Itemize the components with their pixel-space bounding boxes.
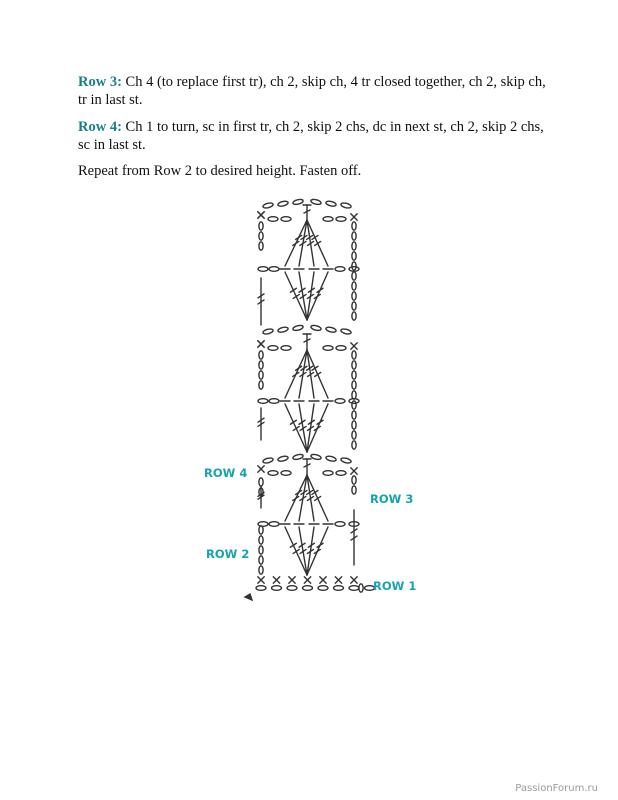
chain-stitch bbox=[292, 199, 303, 206]
chain-stitch bbox=[352, 441, 356, 449]
row-label-row3: ROW 3 bbox=[370, 492, 414, 506]
instruction-text: Ch 1 to turn, sc in first tr, ch 2, skip 2 chs, dc in next st, ch 2, skip 2 chs, sc in last st. bbox=[78, 119, 544, 153]
chain-stitch bbox=[352, 391, 356, 399]
chain-stitch bbox=[259, 232, 263, 240]
chain-stitch bbox=[336, 217, 346, 222]
chain-stitch bbox=[269, 267, 279, 272]
chain-stitch bbox=[352, 351, 356, 359]
chain-stitch bbox=[359, 584, 363, 592]
chain-stitch bbox=[262, 328, 273, 335]
chain-stitch bbox=[281, 471, 291, 476]
chain-stitch bbox=[269, 522, 279, 527]
chain-stitch bbox=[259, 351, 263, 359]
chain-stitch bbox=[352, 411, 356, 419]
chain-stitch bbox=[258, 399, 268, 404]
instruction-row-3 bbox=[78, 73, 558, 109]
chain-stitch bbox=[352, 421, 356, 429]
chain-stitch bbox=[340, 202, 351, 209]
chain-stitch bbox=[269, 399, 279, 404]
chain-stitch bbox=[277, 455, 288, 462]
chain-stitch bbox=[262, 202, 273, 209]
row-label-row4: ROW 4 bbox=[204, 466, 248, 480]
row-label-row2: ROW 2 bbox=[206, 547, 250, 561]
chain-stitch bbox=[336, 471, 346, 476]
chain-stitch bbox=[292, 454, 303, 461]
instruction-text: Repeat from Row 2 to desired height. Fasten off. bbox=[78, 163, 362, 179]
chain-stitch bbox=[303, 586, 313, 591]
chain-stitch bbox=[281, 217, 291, 222]
start-arrow bbox=[245, 594, 252, 600]
chain-stitch bbox=[352, 222, 356, 230]
chain-stitch bbox=[259, 222, 263, 230]
chain-stitch bbox=[310, 454, 321, 461]
chain-stitch bbox=[268, 471, 278, 476]
chain-stitch bbox=[259, 242, 263, 250]
chain-stitch bbox=[259, 536, 263, 544]
chain-stitch bbox=[323, 346, 333, 351]
chain-stitch bbox=[352, 232, 356, 240]
chain-stitch bbox=[259, 478, 263, 486]
chain-stitch bbox=[352, 282, 356, 290]
chain-stitch bbox=[259, 566, 263, 574]
crochet-chart bbox=[190, 190, 430, 610]
chain-stitch bbox=[352, 302, 356, 310]
chain-stitch bbox=[259, 526, 263, 534]
chain-stitch bbox=[325, 200, 336, 207]
chain-stitch bbox=[310, 325, 321, 332]
chain-stitch bbox=[335, 267, 345, 272]
instruction-label: Row 3: bbox=[78, 74, 122, 90]
chain-stitch bbox=[334, 586, 344, 591]
chain-stitch bbox=[352, 486, 356, 494]
row-label-row1: ROW 1 bbox=[373, 579, 417, 593]
chain-stitch bbox=[318, 586, 328, 591]
chain-stitch bbox=[325, 455, 336, 462]
chain-stitch bbox=[349, 586, 359, 591]
chain-stitch bbox=[335, 399, 345, 404]
chain-stitch bbox=[352, 381, 356, 389]
chain-stitch bbox=[259, 371, 263, 379]
chain-stitch bbox=[268, 217, 278, 222]
chain-stitch bbox=[352, 252, 356, 260]
chain-stitch bbox=[268, 346, 278, 351]
chain-stitch bbox=[259, 546, 263, 554]
chain-stitch bbox=[258, 267, 268, 272]
chain-stitch bbox=[336, 346, 346, 351]
chain-stitch bbox=[281, 346, 291, 351]
chain-stitch bbox=[352, 312, 356, 320]
chain-stitch bbox=[352, 431, 356, 439]
chain-stitch bbox=[262, 457, 273, 464]
chain-stitch bbox=[352, 401, 356, 409]
instruction-row-4 bbox=[78, 118, 558, 154]
chain-stitch bbox=[272, 586, 282, 591]
chain-stitch bbox=[310, 199, 321, 206]
chain-stitch bbox=[323, 217, 333, 222]
chain-stitch bbox=[352, 272, 356, 280]
instruction-label: Row 4: bbox=[78, 119, 122, 135]
chain-stitch bbox=[259, 361, 263, 369]
chain-stitch bbox=[323, 471, 333, 476]
chain-stitch bbox=[292, 325, 303, 332]
chain-stitch bbox=[352, 242, 356, 250]
chain-stitch bbox=[277, 200, 288, 207]
chain-stitch bbox=[352, 371, 356, 379]
chain-stitch bbox=[259, 556, 263, 564]
instruction-repeat bbox=[78, 162, 558, 180]
chain-stitch bbox=[287, 586, 297, 591]
chain-stitch bbox=[277, 326, 288, 333]
chain-stitch bbox=[325, 326, 336, 333]
chain-stitch bbox=[340, 328, 351, 335]
chain-stitch bbox=[259, 381, 263, 389]
watermark: PassionForum.ru bbox=[515, 783, 598, 794]
chain-stitch bbox=[335, 522, 345, 527]
instruction-text: Ch 4 (to replace first tr), ch 2, skip ch, 4 tr closed together, ch 2, skip ch, tr in last st. bbox=[78, 74, 546, 108]
chain-stitch bbox=[352, 292, 356, 300]
chain-stitch bbox=[352, 476, 356, 484]
chain-stitch bbox=[352, 361, 356, 369]
chain-stitch bbox=[340, 457, 351, 464]
chain-stitch bbox=[256, 586, 266, 591]
